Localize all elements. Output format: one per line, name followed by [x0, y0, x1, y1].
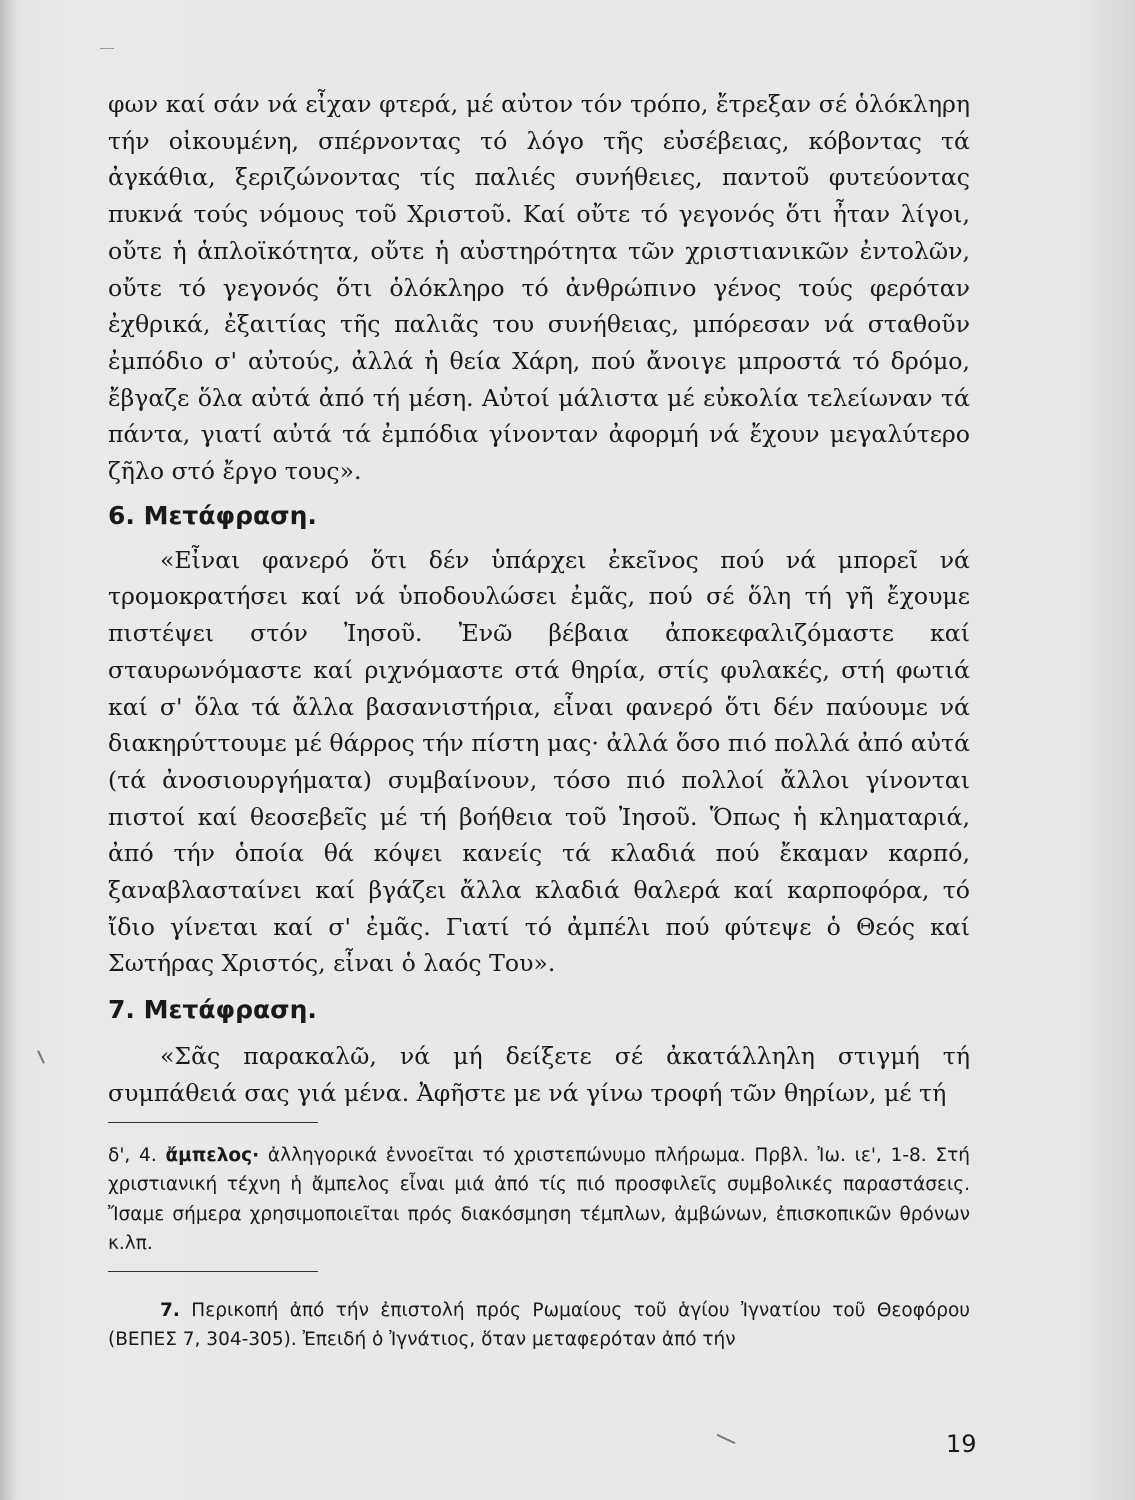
scan-mark [717, 1434, 736, 1444]
section-6-text: «Εἶναι φανερό ὅτι δέν ὑπάρχει ἐκεῖνος πού νά μπορεῖ νά τρομοκρατήσει καί νά ὑποδουλώσει ἐμᾶς, πού σέ ὅλη τή γῆ ἔχουμε πιστέψει στόν Ἰησοῦ. Ἐνῶ βέβαια ἀποκεφαλιζόμαστε καί σταυρωνόμαστε καί ριχνόμαστε στά θηρία, στίς φυλακές, στή φωτιά καί σ' ὅλα τά ἄλλα βασανιστήρια, εἶναι φανερό ὅτι δέν παύουμε νά διακηρύττουμε μέ θάρρος τήν πίστη μας· ἀλλά ὅσο πιό πολλά ἀπό αὐτά (τά ἀνοσιουργήματα) συμβαίνουν, τόσο πιό πολλοί ἄλλοι γίνονται πιστοί καί θεοσεβεῖς μέ τή βοήθεια τοῦ Ἰησοῦ. Ὅπως ἡ κληματαριά, ἀπό τήν ὁποία θά κόψει κανείς τά κλαδιά πού ἔκαμαν καρπό, ξαναβλασταίνει καί βγάζει ἄλλα κλαδιά θαλερά καί καρποφόρα, τό ἴδιο γίνεται καί σ' ἐμᾶς. Γιατί τό ἀμπέλι πού φύτεψε ὁ Θεός καί Σωτήρας Χριστός, εἶναι ὁ λαός Του». [108, 545, 970, 978]
page-content [108, 86, 970, 1355]
footnote-amp [108, 1141, 970, 1259]
footnote-text: ἀλληγορικά ἐννοεῖται τό χριστεπώνυμο πλήρωμα. Πρβλ. Ἰω. ιε', 1-8. Στή χριστιανική τέχνη ἡ ἄμπελος εἶναι μιά ἀπό τίς πιό προσφιλεῖς συμβολικές παραστάσεις. Ἴσαμε σήμερα χρησιμοποιεῖται πρός διακόσμηση τέμπλων, ἀμβώνων, ἐπισκοπικῶν θρόνων κ.λπ. [108, 1144, 970, 1255]
scan-mark [37, 1050, 45, 1064]
footnote-term: ἄμπελος· [165, 1144, 260, 1166]
continued-paragraph: φων καί σάν νά εἶχαν φτερά, μέ αὐτον τόν τρόπο, ἔτρεξαν σέ ὁλόκληρη τήν οἰκουμένη, σπέρνοντας τό λόγο τῆς εὐσέβειας, κόβοντας τά ἀγκάθια, ξεριζώνοντας τίς παλιές συνήθειες, παντοῦ φυτεύοντας πυκνά τούς νόμους τοῦ Χριστοῦ. Καί οὔτε τό γεγονός ὅτι ἦταν λίγοι, οὔτε ἡ ἁπλοϊκότητα, οὔτε ἡ αὐστηρότητα τῶν χριστιανικῶν ἐντολῶν, οὔτε τό γεγονός ὅτι ὁλόκληρο τό ἀνθρώπινο γένος τούς φερόταν ἐχθρικά, ἐξαιτίας τῆς παλιᾶς του συνήθειας, μπόρεσαν νά σταθοῦν ἐμπόδιο σ' αὐτούς, ἀλλά ἡ θεία Χάρη, πού ἄνοιγε μπροστά τό δρόμο, ἔβγαζε ὅλα αὐτά ἀπό τή μέση. Αὐτοί μάλιστα μέ εὐκολία τελείωναν τά πάντα, γιατί αὐτά τά ἐμπόδια γίνονταν ἀφορμή νά ἔχουν μεγαλύτερο ζῆλο στό ἔργο τους». [108, 90, 970, 486]
section-6-heading: 6. Μετάφραση. [108, 500, 317, 530]
footnote-divider [108, 1271, 318, 1272]
footnote-text: Περικοπή ἀπό τήν ἐπιστολή πρός Ρωμαίους τοῦ ἁγίου Ἰγνατίου τοῦ Θεοφόρου (ΒΕΠΕΣ 7, 304-305). Ἐπειδή ὁ Ἰγνάτιος, ὅταν μεταφερόταν ἀπό τήν [108, 1299, 970, 1351]
footnote-ref: 7. [160, 1299, 180, 1321]
section-7-heading: 7. Μετάφραση. [108, 995, 317, 1025]
scan-mark [100, 48, 114, 49]
footnote-divider [108, 1122, 318, 1123]
footnote-7 [108, 1296, 970, 1355]
footnote-ref: δ', 4. [108, 1144, 157, 1166]
page-number: 19 [946, 1430, 977, 1458]
section-7-text: «Σᾶς παρακαλῶ, νά μή δείξετε σέ ἀκατάλληλη στιγμή τή συμπάθειά σας γιά μένα. Ἀφῆστε με νά γίνω τροφή τῶν θηρίων, μέ τή [108, 1042, 970, 1107]
